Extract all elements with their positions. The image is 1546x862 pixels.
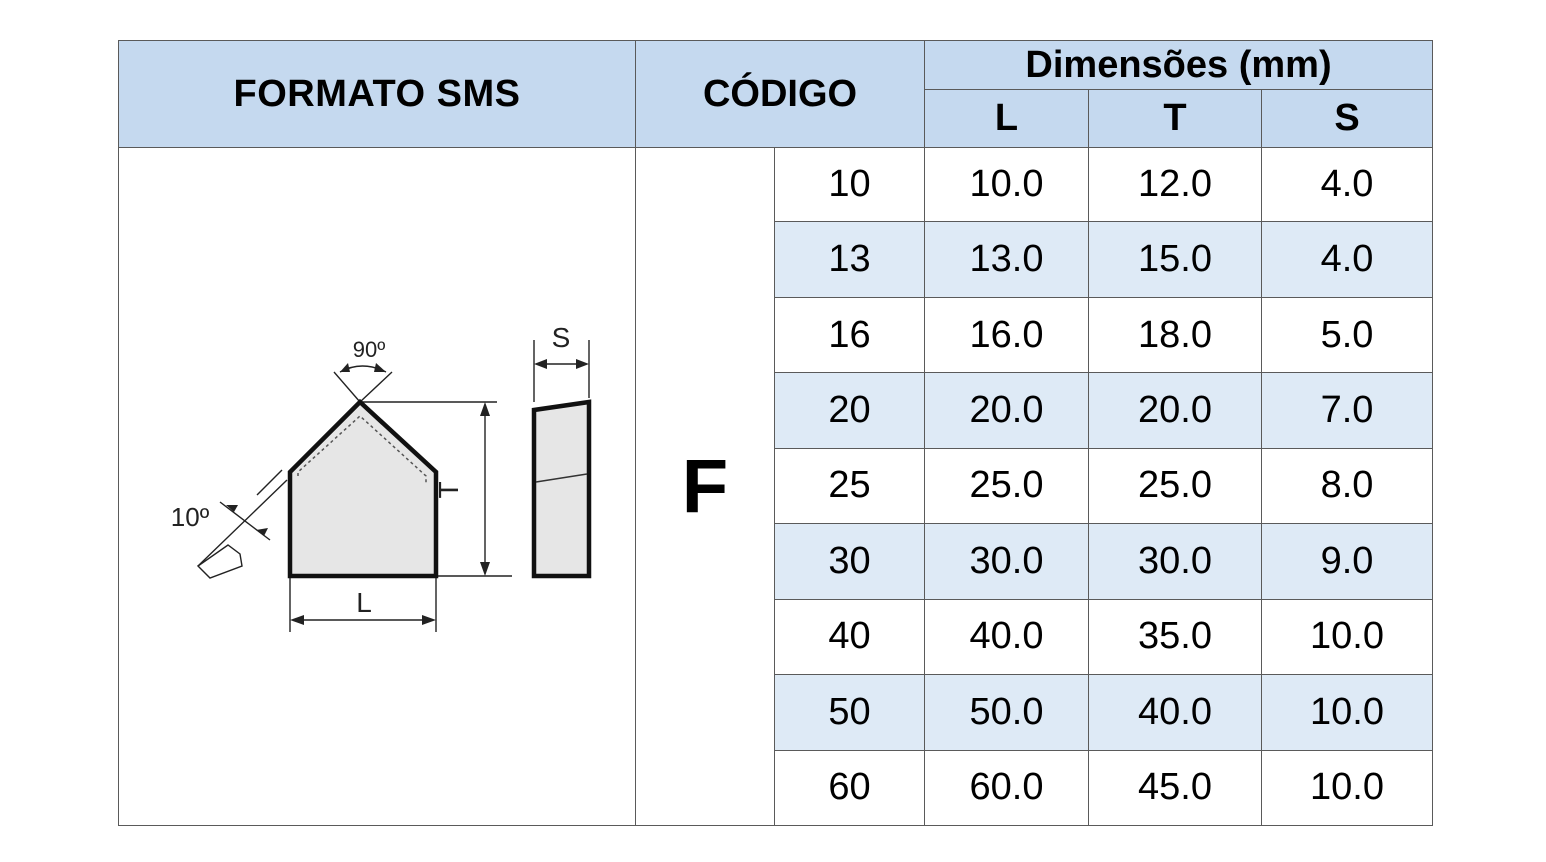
cell-t: 35.0 [1089, 599, 1262, 674]
header-code: CÓDIGO [636, 41, 925, 148]
cell-code: 16 [775, 297, 925, 372]
table-row [119, 148, 1433, 222]
cell-l: 40.0 [925, 599, 1089, 674]
cell-l: 30.0 [925, 524, 1089, 599]
cell-code: 40 [775, 599, 925, 674]
cell-l: 16.0 [925, 297, 1089, 372]
cell-t: 18.0 [1089, 297, 1262, 372]
shape-drawing-cell [119, 148, 636, 826]
cell-s: 10.0 [1262, 750, 1433, 826]
cell-code: 13 [775, 222, 925, 297]
cell-s: 4.0 [1262, 222, 1433, 297]
cell-code: 30 [775, 524, 925, 599]
cell-t: 30.0 [1089, 524, 1262, 599]
cell-l: 10.0 [925, 148, 1089, 222]
cell-code: 60 [775, 750, 925, 826]
cell-l: 20.0 [925, 373, 1089, 448]
cell-l: 25.0 [925, 448, 1089, 523]
cell-s: 10.0 [1262, 599, 1433, 674]
cell-t: 40.0 [1089, 675, 1262, 750]
dim-s-label: S [551, 322, 570, 353]
cell-l: 50.0 [925, 675, 1089, 750]
dimensions-table [118, 40, 1433, 826]
cell-t: 25.0 [1089, 448, 1262, 523]
header-col-l: L [925, 90, 1089, 148]
header-dimensions: Dimensões (mm) [925, 41, 1433, 90]
angle-10-label: 10º [170, 502, 209, 532]
cell-t: 20.0 [1089, 373, 1262, 448]
cell-l: 13.0 [925, 222, 1089, 297]
cell-s: 4.0 [1262, 148, 1433, 222]
cell-s: 5.0 [1262, 297, 1433, 372]
dim-t-label: T [432, 481, 464, 499]
cell-s: 7.0 [1262, 373, 1433, 448]
cell-l: 60.0 [925, 750, 1089, 826]
header-col-s: S [1262, 90, 1433, 148]
cell-s: 8.0 [1262, 448, 1433, 523]
angle-90-label: 90º [352, 337, 385, 362]
insert-shape-drawing [120, 148, 635, 820]
cell-code: 20 [775, 373, 925, 448]
cell-s: 9.0 [1262, 524, 1433, 599]
cell-code: 25 [775, 448, 925, 523]
cell-t: 15.0 [1089, 222, 1262, 297]
cell-code: 10 [775, 148, 925, 222]
cell-code: 50 [775, 675, 925, 750]
dim-l-label: L [355, 587, 372, 618]
header-col-t: T [1089, 90, 1262, 148]
code-letter: F [636, 148, 775, 826]
header-format: FORMATO SMS [119, 41, 636, 148]
cell-s: 10.0 [1262, 675, 1433, 750]
cell-t: 12.0 [1089, 148, 1262, 222]
cell-t: 45.0 [1089, 750, 1262, 826]
